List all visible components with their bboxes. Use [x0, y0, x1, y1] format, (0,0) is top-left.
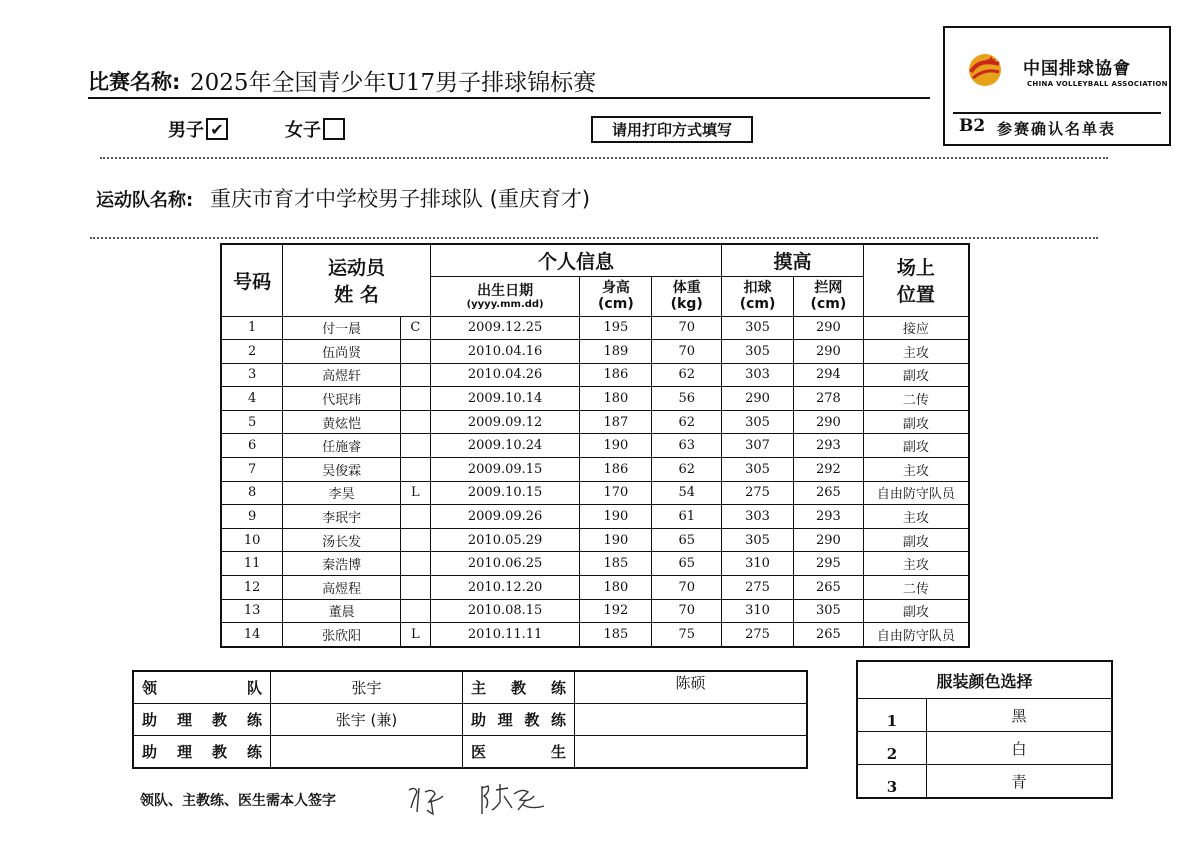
player-spike-reach: 303: [722, 505, 794, 529]
player-name: 代珉玮: [283, 387, 401, 411]
dotted-divider-bottom: [90, 237, 1098, 239]
player-number: 9: [221, 505, 283, 529]
player-spike-reach: 305: [722, 410, 794, 434]
assistant-coach-value-2: [271, 736, 463, 769]
player-number: 11: [221, 552, 283, 576]
player-birth-date: 2009.10.14: [430, 387, 580, 411]
player-block-reach: 294: [793, 363, 863, 387]
staff-table: [132, 670, 808, 769]
header-weight: [652, 276, 722, 316]
player-role-mark: L: [400, 623, 430, 647]
uniform-option-index: 3: [857, 765, 927, 799]
header-reach: 摸高: [722, 244, 864, 276]
roster-table: [220, 243, 970, 648]
player-birth-date: 2010.04.26: [430, 363, 580, 387]
player-weight: 70: [652, 576, 722, 600]
gender-female: [285, 116, 345, 142]
table-row: [221, 387, 969, 411]
player-position: 自由防守队员: [863, 623, 969, 647]
player-name: 董晨: [283, 599, 401, 623]
player-block-reach: 265: [793, 481, 863, 505]
player-birth-date: 2010.12.20: [430, 576, 580, 600]
assistant-coach-value-1: 张宇 (兼): [271, 704, 463, 736]
match-name-label: 比赛名称:: [88, 70, 181, 94]
player-position: 主攻: [863, 505, 969, 529]
player-number: 5: [221, 410, 283, 434]
uniform-option-color: 黑: [927, 699, 1113, 732]
player-birth-date: 2009.10.24: [430, 434, 580, 458]
table-row: [221, 481, 969, 505]
player-block-reach: 290: [793, 410, 863, 434]
player-height: 190: [580, 528, 652, 552]
player-birth-date: 2010.06.25: [430, 552, 580, 576]
player-height: 187: [580, 410, 652, 434]
player-role-mark: [400, 340, 430, 364]
logo-box: [943, 26, 1171, 146]
player-weight: 62: [652, 410, 722, 434]
player-position: 副攻: [863, 363, 969, 387]
header-athlete-line1: 运动员: [328, 257, 386, 280]
assistant-coach-label-3: 助 理 教 练: [463, 704, 575, 736]
player-birth-date: 2009.09.26: [430, 505, 580, 529]
signature-leader: [405, 782, 455, 816]
player-birth-date: 2009.10.15: [430, 481, 580, 505]
player-number: 7: [221, 458, 283, 482]
assistant-coach-value-3: [575, 704, 808, 736]
player-role-mark: [400, 410, 430, 434]
player-name: 付一晨: [283, 316, 401, 340]
table-row: [221, 316, 969, 340]
player-position: 二传: [863, 576, 969, 600]
player-spike-reach: 303: [722, 363, 794, 387]
female-label: 女子: [285, 120, 321, 141]
player-role-mark: [400, 528, 430, 552]
doctor-label: 医 生: [463, 736, 575, 769]
player-weight: 62: [652, 363, 722, 387]
player-block-reach: 292: [793, 458, 863, 482]
player-weight: 70: [652, 316, 722, 340]
player-number: 13: [221, 599, 283, 623]
player-name: 李昊: [283, 481, 401, 505]
player-weight: 75: [652, 623, 722, 647]
table-row: [221, 363, 969, 387]
player-birth-date: 2010.04.16: [430, 340, 580, 364]
table-row: [221, 599, 969, 623]
player-weight: 56: [652, 387, 722, 411]
player-number: 1: [221, 316, 283, 340]
table-row: [221, 505, 969, 529]
player-number: 12: [221, 576, 283, 600]
header-block: [793, 276, 863, 316]
gender-male: [168, 116, 228, 142]
table-row: [221, 340, 969, 364]
player-position: 主攻: [863, 552, 969, 576]
match-name-underline: [88, 97, 930, 99]
player-spike-reach: 310: [722, 599, 794, 623]
player-height: 190: [580, 434, 652, 458]
player-block-reach: 278: [793, 387, 863, 411]
player-height: 190: [580, 505, 652, 529]
header-block-unit: (cm): [810, 296, 847, 312]
table-row: [221, 576, 969, 600]
player-name: 汤长发: [283, 528, 401, 552]
team-name-label: 运动队名称:: [96, 190, 194, 211]
uniform-color-table: [856, 660, 1113, 799]
header-spike-unit: (cm): [739, 296, 776, 312]
player-birth-date: 2010.05.29: [430, 528, 580, 552]
table-row: [221, 528, 969, 552]
table-row: [221, 623, 969, 647]
player-spike-reach: 275: [722, 576, 794, 600]
player-block-reach: 305: [793, 599, 863, 623]
player-weight: 62: [652, 458, 722, 482]
player-weight: 70: [652, 340, 722, 364]
player-weight: 61: [652, 505, 722, 529]
player-name: 伍尚贤: [283, 340, 401, 364]
header-spike: [722, 276, 794, 316]
header-height-unit: (cm): [598, 296, 634, 312]
player-height: 186: [580, 458, 652, 482]
player-role-mark: [400, 576, 430, 600]
player-birth-date: 2010.08.15: [430, 599, 580, 623]
player-block-reach: 290: [793, 340, 863, 364]
header-birth-label: 出生日期: [477, 282, 534, 299]
player-height: 185: [580, 552, 652, 576]
player-block-reach: 295: [793, 552, 863, 576]
player-position: 接应: [863, 316, 969, 340]
leader-value: 张宇: [271, 671, 463, 704]
player-role-mark: C: [400, 316, 430, 340]
player-name: 李珉宇: [283, 505, 401, 529]
player-spike-reach: 310: [722, 552, 794, 576]
player-number: 6: [221, 434, 283, 458]
player-block-reach: 293: [793, 434, 863, 458]
player-block-reach: 265: [793, 576, 863, 600]
player-block-reach: 290: [793, 316, 863, 340]
uniform-option-index: 1: [857, 699, 927, 732]
player-height: 180: [580, 387, 652, 411]
roster-body: [221, 316, 969, 647]
header-personal-info: 个人信息: [430, 244, 721, 276]
signature-head-coach: [478, 780, 553, 816]
player-height: 192: [580, 599, 652, 623]
player-role-mark: [400, 505, 430, 529]
header-position: [863, 244, 969, 316]
form-code: B2: [959, 116, 986, 136]
header-weight-unit: (kg): [670, 296, 703, 312]
player-role-mark: [400, 599, 430, 623]
match-name-value: 2025年全国青少年U17男子排球锦标赛: [190, 70, 597, 96]
header-weight-label: 体重: [672, 280, 701, 296]
player-number: 14: [221, 623, 283, 647]
player-birth-date: 2009.09.12: [430, 410, 580, 434]
header-number: 号码: [221, 244, 283, 316]
head-coach-value: 陈硕: [575, 671, 808, 704]
player-spike-reach: 305: [722, 528, 794, 552]
player-name: 高煜程: [283, 576, 401, 600]
player-weight: 54: [652, 481, 722, 505]
cva-emblem-icon: [965, 50, 1005, 90]
header-spike-label: 扣球: [743, 280, 772, 296]
player-block-reach: 293: [793, 505, 863, 529]
leader-label: 领 队: [133, 671, 271, 704]
player-spike-reach: 305: [722, 340, 794, 364]
header-athlete-line2: 姓 名: [334, 284, 379, 307]
player-role-mark: [400, 363, 430, 387]
player-number: 4: [221, 387, 283, 411]
header-athlete: [283, 244, 430, 316]
player-weight: 65: [652, 528, 722, 552]
player-position: 自由防守队员: [863, 481, 969, 505]
player-role-mark: [400, 552, 430, 576]
table-row: [221, 458, 969, 482]
player-height: 170: [580, 481, 652, 505]
player-name: 任施睿: [283, 434, 401, 458]
player-height: 186: [580, 363, 652, 387]
table-row: [221, 552, 969, 576]
team-name-value: 重庆市育才中学校男子排球队 (重庆育才): [210, 187, 591, 211]
player-birth-date: 2009.09.15: [430, 458, 580, 482]
player-role-mark: L: [400, 481, 430, 505]
head-coach-label: 主 教 练: [463, 671, 575, 704]
header-birth-format: (yyyy.mm.dd): [466, 298, 544, 310]
player-number: 8: [221, 481, 283, 505]
header-height: [580, 276, 652, 316]
header-position-line1: 场上: [896, 257, 935, 280]
header-birth: [430, 276, 580, 316]
player-position: 二传: [863, 387, 969, 411]
table-row: [221, 410, 969, 434]
header-block-label: 拦网: [814, 280, 843, 296]
player-spike-reach: 275: [722, 481, 794, 505]
logo-org-cn: 中国排球協會: [1023, 59, 1131, 79]
player-position: 主攻: [863, 458, 969, 482]
player-name: 吴俊霖: [283, 458, 401, 482]
table-row: [221, 434, 969, 458]
player-block-reach: 265: [793, 623, 863, 647]
player-spike-reach: 307: [722, 434, 794, 458]
uniform-option-color: 白: [927, 732, 1113, 765]
assistant-coach-label-1: 助 理 教 练: [133, 704, 271, 736]
assistant-coach-label-2: 助 理 教 练: [133, 736, 271, 769]
player-birth-date: 2010.11.11: [430, 623, 580, 647]
player-position: 副攻: [863, 528, 969, 552]
player-number: 3: [221, 363, 283, 387]
player-weight: 63: [652, 434, 722, 458]
female-checkbox[interactable]: [323, 118, 345, 140]
player-role-mark: [400, 387, 430, 411]
player-spike-reach: 290: [722, 387, 794, 411]
player-spike-reach: 305: [722, 316, 794, 340]
player-height: 185: [580, 623, 652, 647]
player-position: 副攻: [863, 599, 969, 623]
uniform-option-color: 青: [927, 765, 1113, 799]
player-name: 黄炫恺: [283, 410, 401, 434]
player-spike-reach: 305: [722, 458, 794, 482]
form-title: 参赛确认名单表: [997, 120, 1117, 138]
uniform-option-index: 2: [857, 732, 927, 765]
player-name: 高煜轩: [283, 363, 401, 387]
male-label: 男子: [168, 120, 204, 141]
player-height: 180: [580, 576, 652, 600]
print-instruction-note: 请用打印方式填写: [591, 116, 753, 143]
male-checkbox[interactable]: ✔: [206, 118, 228, 140]
logo-divider: [953, 112, 1161, 114]
player-height: 195: [580, 316, 652, 340]
player-birth-date: 2009.12.25: [430, 316, 580, 340]
header-height-label: 身高: [601, 280, 630, 296]
player-role-mark: [400, 434, 430, 458]
logo-org-en: CHINA VOLLEYBALL ASSOCIATION: [1027, 80, 1168, 88]
dotted-divider-top: [100, 157, 1108, 159]
player-number: 10: [221, 528, 283, 552]
player-height: 189: [580, 340, 652, 364]
player-weight: 65: [652, 552, 722, 576]
player-block-reach: 290: [793, 528, 863, 552]
header-position-line2: 位置: [896, 284, 935, 307]
signature-instruction: 领队、主教练、医生需本人签字: [140, 793, 336, 809]
player-role-mark: [400, 458, 430, 482]
player-position: 副攻: [863, 434, 969, 458]
player-name: 张欣阳: [283, 623, 401, 647]
player-spike-reach: 275: [722, 623, 794, 647]
player-position: 副攻: [863, 410, 969, 434]
player-position: 主攻: [863, 340, 969, 364]
uniform-color-title: 服装颜色选择: [857, 661, 1112, 699]
player-weight: 70: [652, 599, 722, 623]
player-number: 2: [221, 340, 283, 364]
doctor-value: [575, 736, 808, 769]
player-name: 秦浩博: [283, 552, 401, 576]
